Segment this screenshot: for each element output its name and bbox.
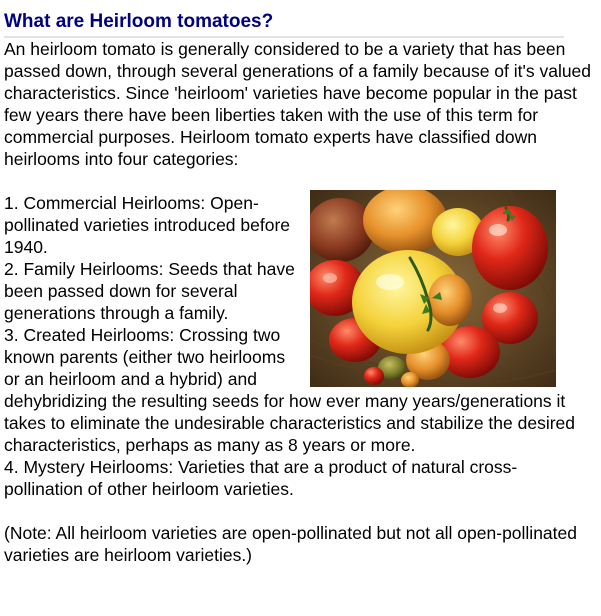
page-title: What are Heirloom tomatoes? bbox=[4, 0, 564, 38]
blank-line bbox=[4, 170, 594, 192]
article bbox=[4, 0, 594, 566]
category-commercial: 1. Commercial Heirlooms: Open-pollinated varieties introduced before 1940. bbox=[4, 193, 291, 257]
blank-line bbox=[4, 500, 594, 522]
note-paragraph: (Note: All heirloom varieties are open-pollinated but not all open-pollinated varieties are heirloom varieties.) bbox=[4, 523, 577, 565]
category-mystery: 4. Mystery Heirlooms: Varieties that are a product of natural cross-pollination of other heirloom varieties. bbox=[4, 457, 518, 499]
tomato-basket-photo bbox=[310, 190, 556, 387]
category-created: 3. Created Heirlooms: Crossing two known parents (either two heirlooms or an heirloom and a hybrid) and dehybridizing the resulting seeds for how ever many years/generations it takes to eliminate the undesirable characteristics and stabilize the desired characteristics, perhaps as many as 8 years or more. bbox=[4, 325, 576, 455]
category-family: 2. Family Heirlooms: Seeds that have been passed down for several generations through a family. bbox=[4, 259, 295, 323]
intro-paragraph: An heirloom tomato is generally considered to be a variety that has been passed down, through several generations of a family because of it's valued characteristics. Since 'heirloom' varieties have become popular in the past few years there have been liberties taken with the use of this term for commercial purposes. Heirloom tomato experts have classified down heirlooms into four categories: bbox=[4, 39, 592, 169]
